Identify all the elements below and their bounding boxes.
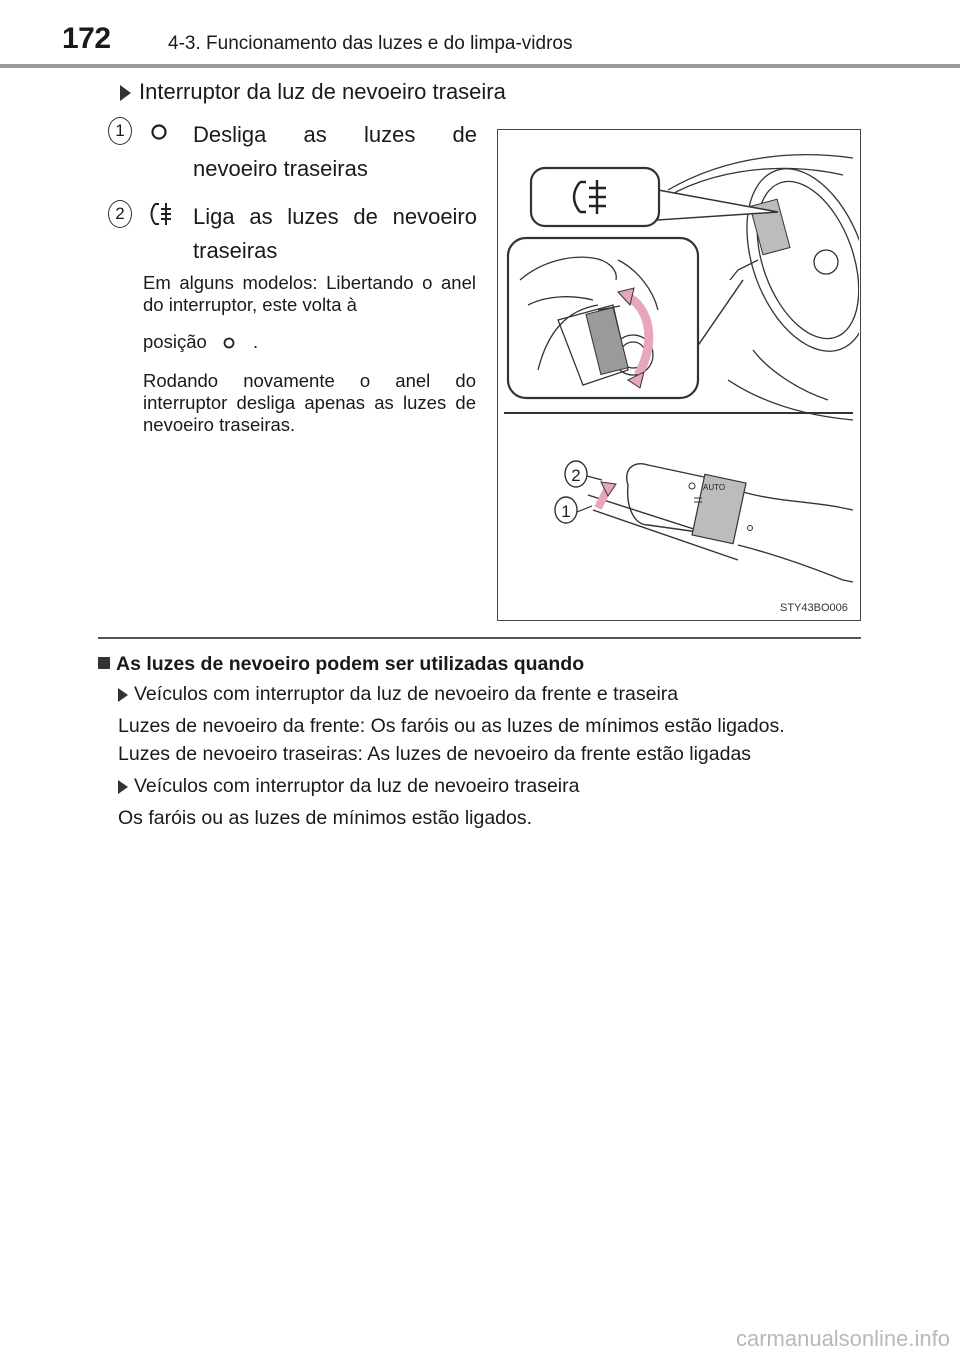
item-2-line2: traseiras — [193, 238, 278, 263]
note-1-period: . — [253, 331, 259, 352]
item-2-text — [193, 200, 477, 268]
item-1-line1: Desliga as luzes de — [193, 122, 477, 147]
header-rule — [0, 64, 960, 68]
item-number-2: 2 — [108, 200, 132, 228]
usage-sub-1 — [98, 680, 861, 708]
rear-fog-light-icon — [146, 200, 180, 228]
usage-heading-text: As luzes de nevoeiro podem ser utilizadas quando — [116, 653, 585, 675]
note-2: Rodando novamente o anel do interruptor desliga apenas as luzes de nevoeiro traseiras. — [143, 370, 476, 435]
note-1-position — [143, 331, 476, 353]
square-bullet-icon — [98, 657, 110, 669]
figure-label-1: 1 — [561, 502, 571, 521]
arrow-bullet-icon — [120, 85, 131, 101]
usage-para-1-line2: Luzes de nevoeiro traseiras: As luzes de nevoeiro da frente estão ligadas — [118, 743, 752, 765]
fog-off-circle-icon-small — [212, 334, 248, 350]
usage-para-1-line1: Luzes de nevoeiro da frente: Os faróis ou as luzes de mínimos estão ligados. — [118, 715, 785, 737]
note-1-position-text: posição — [143, 331, 207, 352]
subsection-heading — [120, 79, 506, 105]
fog-off-circle-icon — [148, 121, 170, 143]
usage-heading — [98, 650, 861, 678]
usage-sub-2 — [98, 772, 861, 800]
usage-sub-2-text: Veículos com interruptor da luz de nevoeiro traseira — [134, 775, 580, 797]
section-divider — [98, 637, 861, 639]
page-header — [0, 0, 960, 70]
figure-code: STY43BO006 — [780, 602, 848, 614]
illustration-frame — [497, 129, 861, 621]
usage-conditions — [98, 650, 861, 832]
note-1-text: Em alguns modelos: Libertando o anel do interruptor, este volta à — [143, 272, 476, 315]
figure-label-2: 2 — [571, 466, 581, 485]
item-1-line2: nevoeiro traseiras — [193, 156, 368, 181]
page-number: 172 — [62, 22, 111, 55]
subsection-heading-text: Interruptor da luz de nevoeiro traseira — [139, 79, 506, 104]
usage-para-2: Os faróis ou as luzes de mínimos estão ligados. — [118, 807, 533, 829]
arrow-bullet-icon — [118, 688, 128, 702]
section-title: 4-3. Funcionamento das luzes e do limpa-vidros — [168, 33, 573, 54]
arrow-bullet-icon — [118, 780, 128, 794]
switch-auto-label: AUTO — [703, 483, 726, 492]
item-1-text — [193, 118, 477, 186]
item-2-line1: Liga as luzes de nevoeiro — [193, 204, 477, 229]
usage-sub-1-text: Veículos com interruptor da luz de nevoeiro da frente e traseira — [134, 683, 679, 705]
watermark: carmanualsonline.info — [735, 1326, 950, 1351]
item-number-1: 1 — [108, 117, 132, 145]
fog-switch-illustration — [498, 130, 859, 619]
note-1 — [143, 272, 476, 316]
